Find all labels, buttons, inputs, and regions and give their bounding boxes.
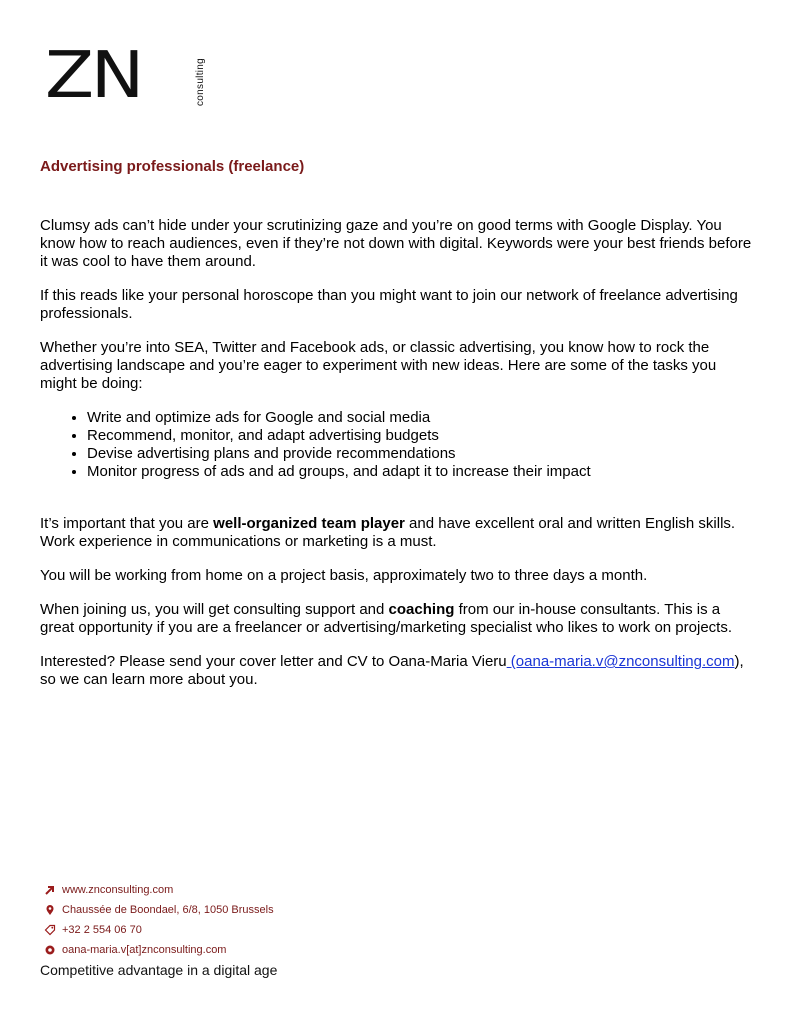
map-pin-icon <box>44 904 56 916</box>
company-logo <box>45 39 206 113</box>
text-run: from our in-house consultants. This is a great opportunity if you are a freelancer or advertising/marketing specialist who likes to work on projects. <box>40 601 732 636</box>
footer-email[interactable] <box>44 940 274 960</box>
schedule-paragraph: You will be working from home on a project basis, approximately two to three days a month. <box>40 567 648 584</box>
logo-word: consulting <box>195 57 206 106</box>
footer-address <box>44 900 274 920</box>
intro-paragraph: Clumsy ads can’t hide under your scrutinizing gaze and you’re on good terms with Google Display. You know how to reach audiences, even if they’re not down with digital. Keywords were your best friends before it was cool to have them around. <box>40 217 752 270</box>
footer-phone <box>44 920 274 940</box>
horoscope-paragraph: If this reads like your personal horoscope than you might want to join our network of freelance advertising professionals. <box>40 287 738 322</box>
tasks-intro-paragraph: Whether you’re into SEA, Twitter and Facebook ads, or classic advertising, you know how to rock the advertising landscape and you’re eager to experiment with new ideas. Here are some of the tasks you might be doing: <box>40 339 717 392</box>
tasks-list <box>40 409 755 481</box>
list-item: • Recommend, monitor, and adapt advertising budgets <box>87 427 755 445</box>
list-item: • Write and optimize ads for Google and social media <box>87 409 755 427</box>
website-text: www.znconsulting.com <box>62 884 174 896</box>
contact-paragraph <box>40 653 755 689</box>
at-icon <box>44 944 56 956</box>
email-text: oana-maria.v[at]znconsulting.com <box>62 944 227 956</box>
bold-text: coaching <box>388 601 455 618</box>
tag-icon <box>44 924 56 936</box>
logo-mark: ZN <box>45 39 142 113</box>
phone-text: +32 2 554 06 70 <box>62 924 142 936</box>
list-item: • Devise advertising plans and provide recommendations <box>87 445 755 463</box>
bold-text: well-organized team player <box>213 515 405 532</box>
text-run: When joining us, you will get consulting support and <box>40 601 389 618</box>
support-paragraph <box>40 601 755 637</box>
email-link[interactable]: (oana-maria.v@znconsulting.com <box>506 653 735 670</box>
tagline: Competitive advantage in a digital age <box>40 962 278 978</box>
address-text: Chaussée de Boondael, 6/8, 1050 Brussels <box>62 904 274 916</box>
footer-contacts <box>44 880 274 960</box>
text-run: It’s important that you are <box>40 515 214 532</box>
text-run: and have excellent oral and written English skills. Work experience in communications or marketing is a must. <box>40 515 736 550</box>
requirements-paragraph <box>40 515 755 551</box>
job-description <box>40 217 755 705</box>
text-run: ), so we can learn more about you. <box>40 653 744 688</box>
footer-website[interactable] <box>44 880 274 900</box>
list-item: • Monitor progress of ads and ad groups, and adapt it to increase their impact <box>87 463 755 481</box>
arrow-icon <box>44 884 56 896</box>
text-run: Interested? Please send your cover letter and CV to Oana-Maria Vieru <box>40 653 507 670</box>
page-title: Advertising professionals (freelance) <box>40 158 305 175</box>
